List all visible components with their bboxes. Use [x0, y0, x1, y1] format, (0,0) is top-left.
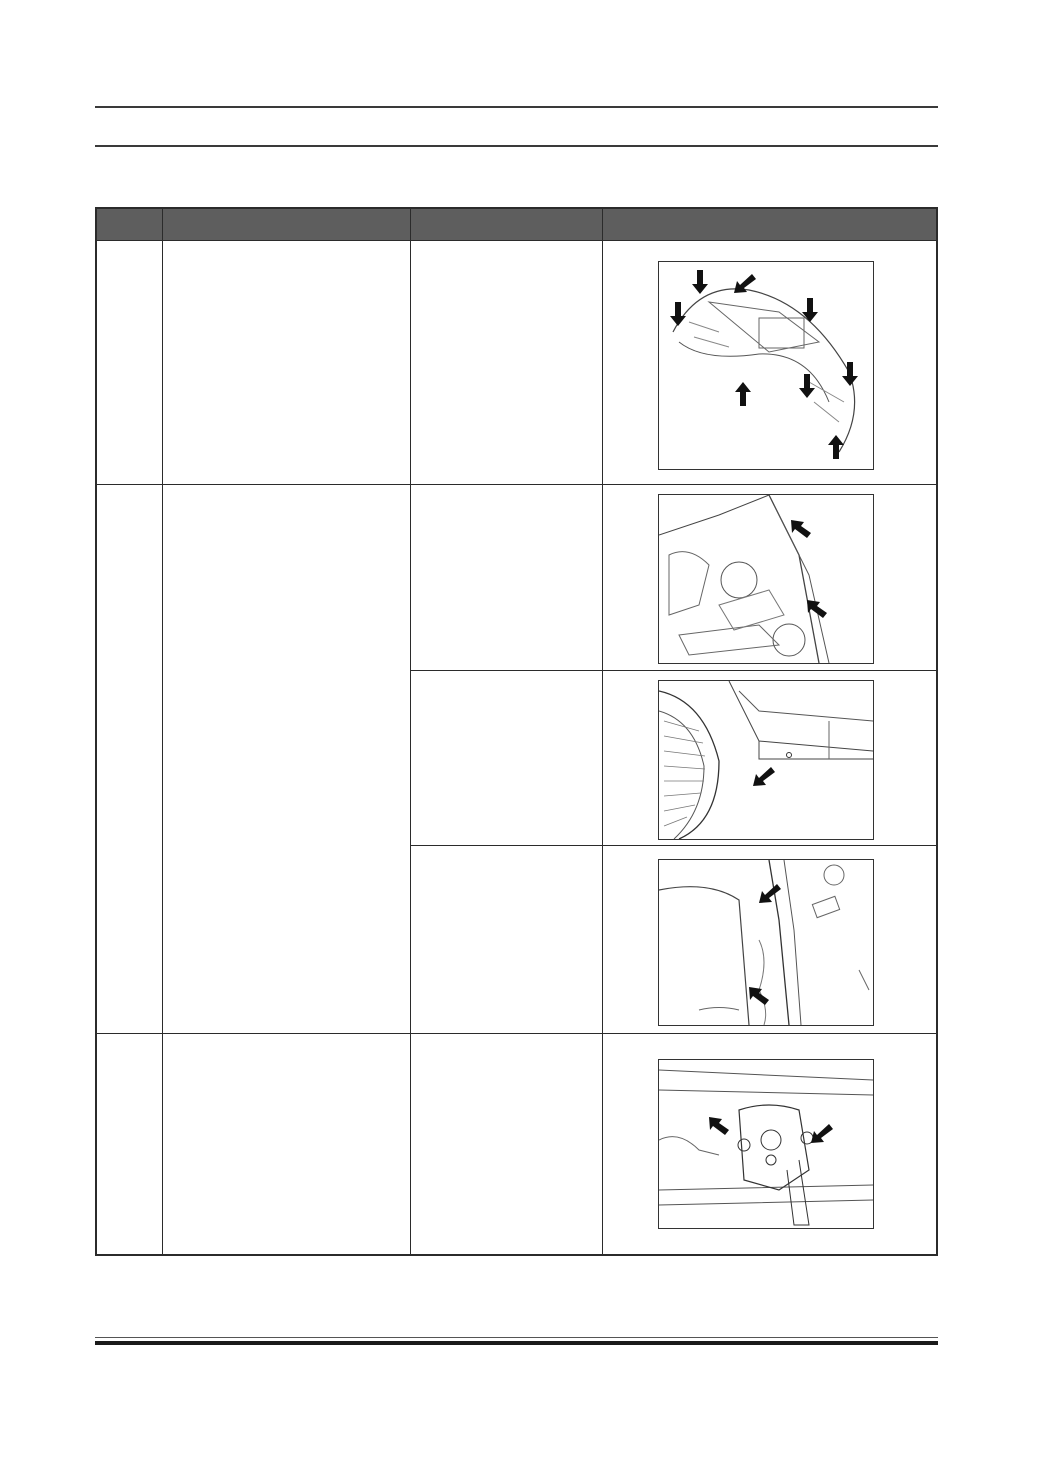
row-divider: [95, 1033, 938, 1034]
arrow-icon: [791, 520, 827, 618]
row-divider: [95, 240, 938, 241]
hood-latch-figure: [658, 1059, 874, 1229]
table-border-left: [95, 207, 97, 1256]
column-divider: [410, 207, 411, 1256]
table-border-top: [95, 207, 938, 209]
header-top-rule: [95, 106, 938, 108]
bumper-underside-figure: [658, 261, 874, 470]
footer-thin-rule: [95, 1337, 938, 1338]
table-border-right: [936, 207, 938, 1256]
arrow-icon: [670, 270, 858, 459]
table-border-bottom: [95, 1254, 938, 1256]
column-divider: [162, 207, 163, 1256]
footer-thick-rule: [95, 1341, 938, 1345]
row-divider: [95, 484, 938, 485]
wheel-arch-figure: [658, 680, 874, 840]
header-bottom-rule: [95, 145, 938, 147]
door-jamb-figure: [658, 859, 874, 1026]
arrow-icon: [753, 767, 775, 786]
table-header-row: [95, 207, 938, 241]
row-divider: [410, 845, 938, 846]
column-divider: [602, 207, 603, 1256]
engine-bay-figure: [658, 494, 874, 664]
row-divider: [410, 670, 938, 671]
